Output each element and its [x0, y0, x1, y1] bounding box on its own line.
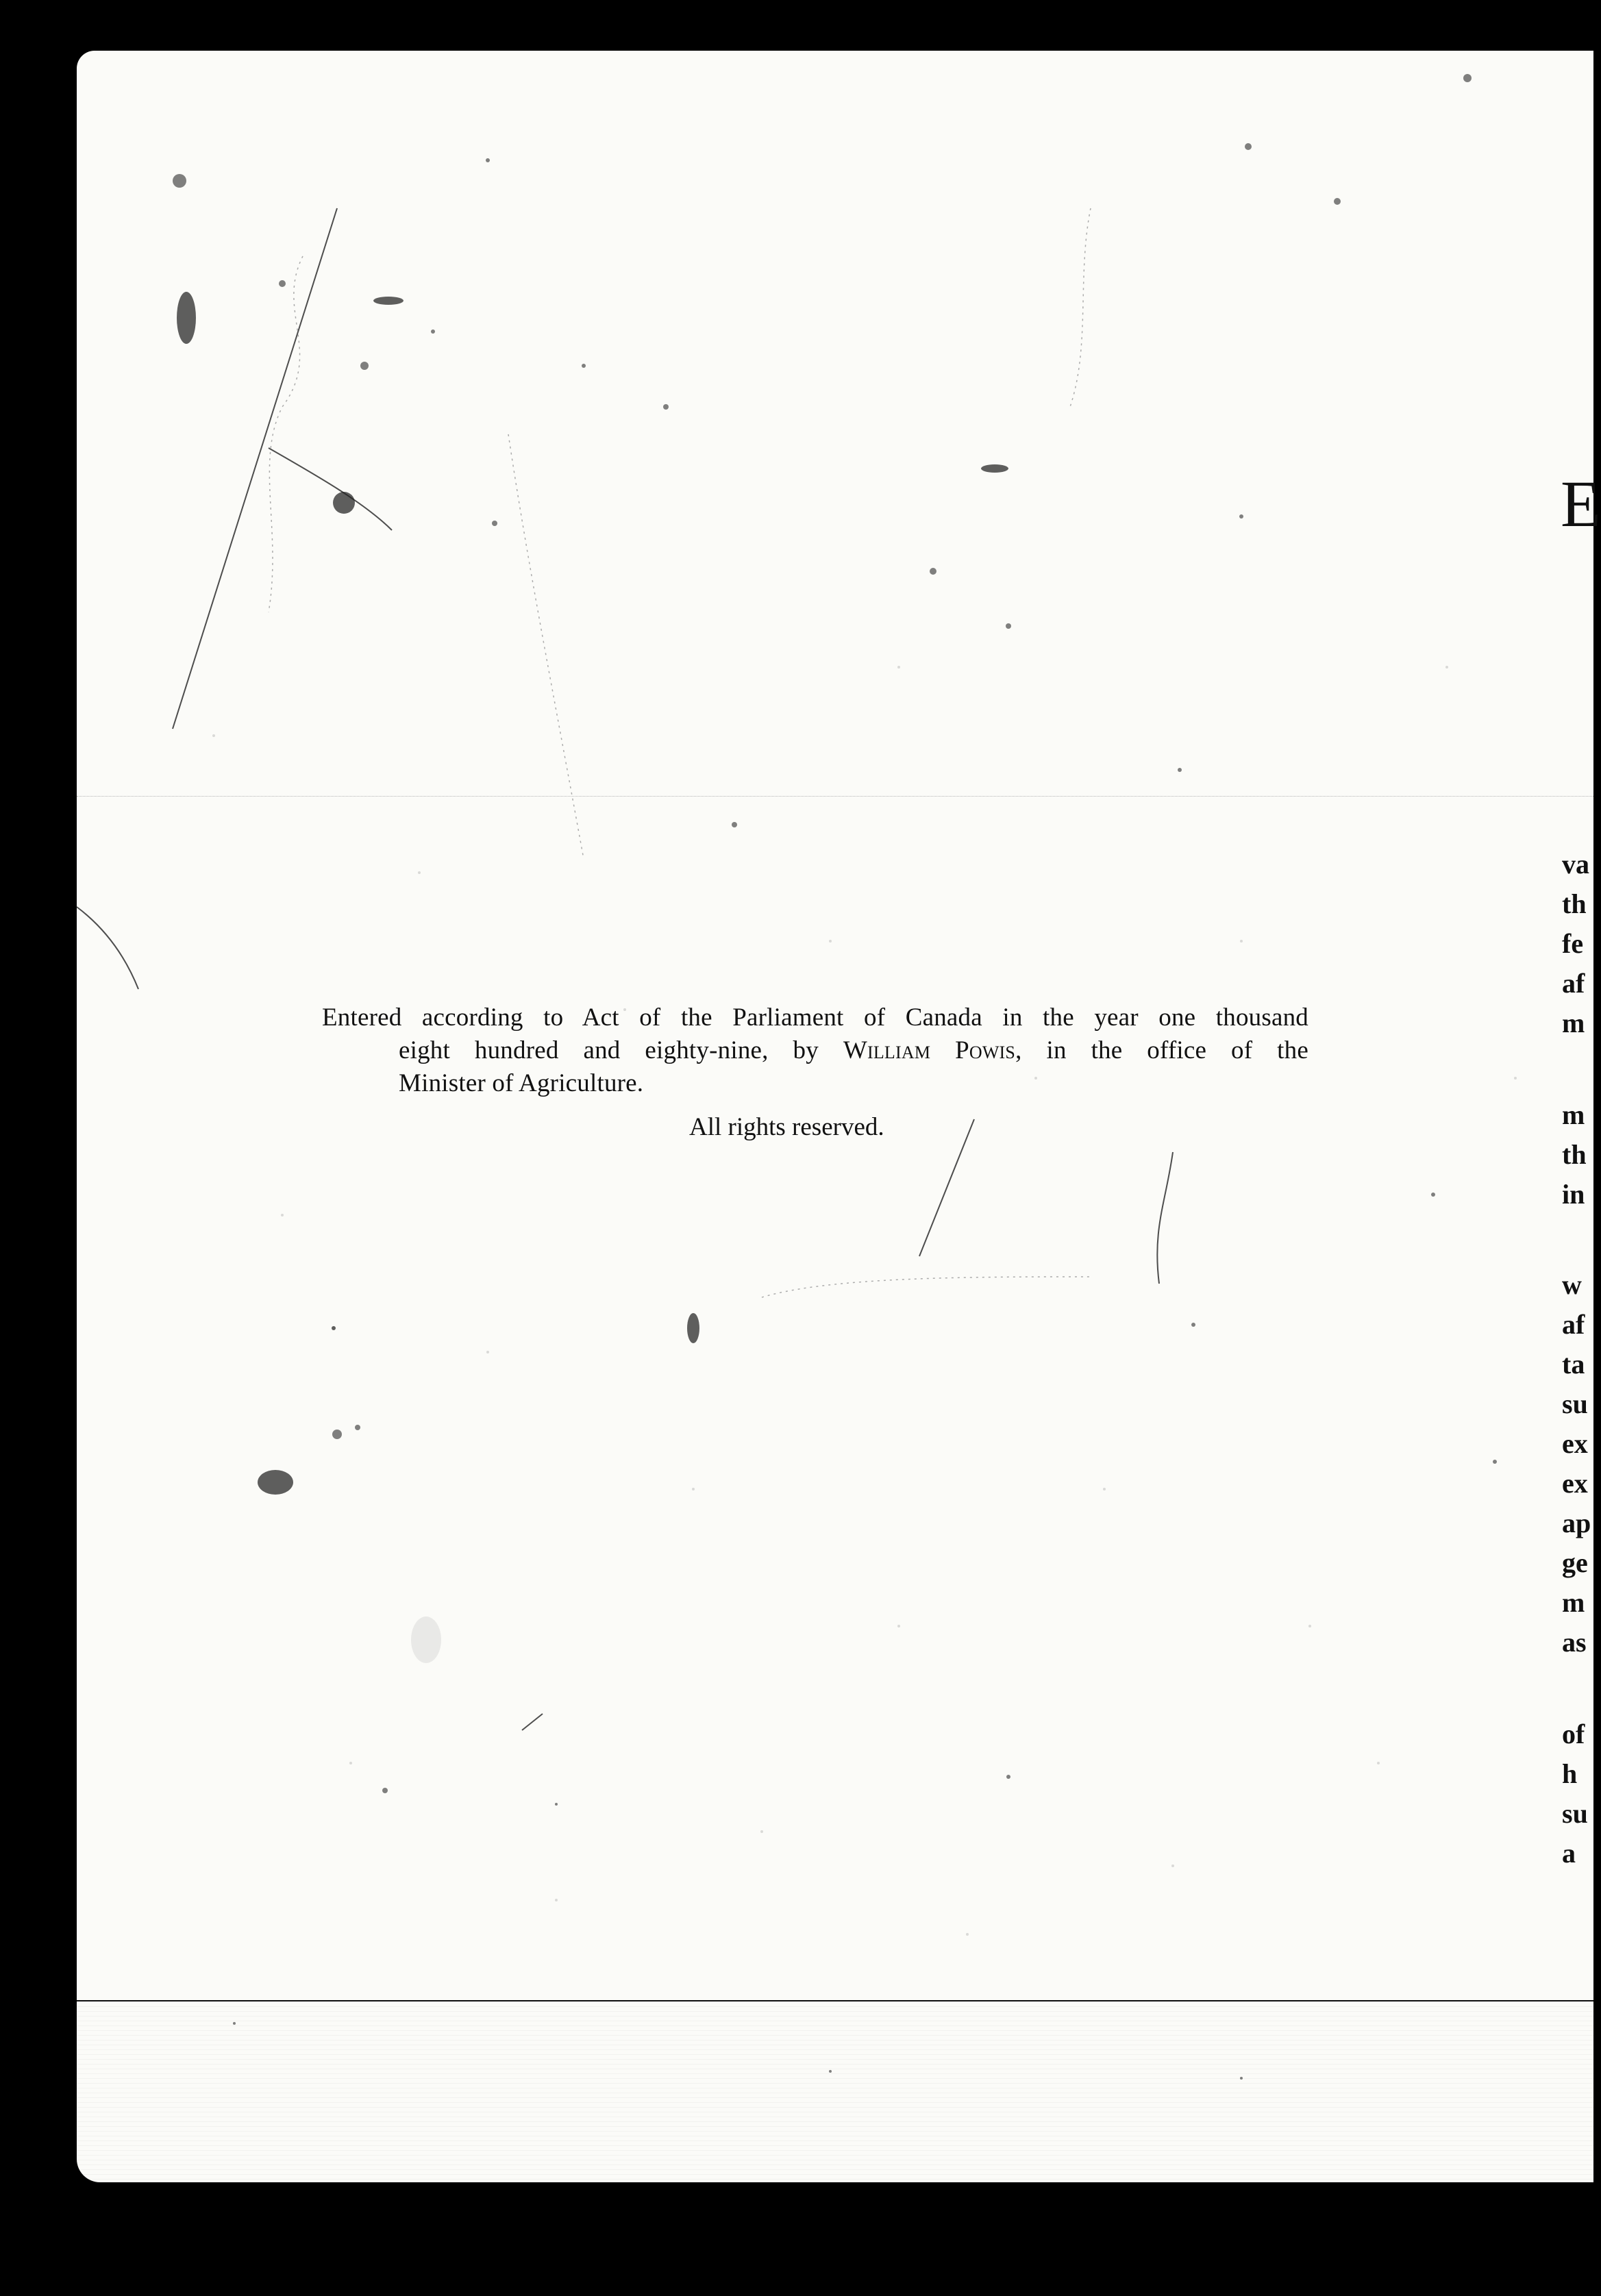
facing-page-fragment: th: [1562, 888, 1587, 919]
facing-page-fragment: ex: [1562, 1428, 1588, 1459]
facing-page-fragment: su: [1562, 1798, 1588, 1829]
facing-page-fragment: ex: [1562, 1468, 1588, 1499]
author-name: William Powis: [843, 1036, 1016, 1064]
facing-page-fragment: fe: [1562, 928, 1584, 959]
facing-page-edge: [1556, 848, 1593, 1917]
paper-fold-line: [77, 796, 1593, 797]
facing-page-fragment: th: [1562, 1139, 1587, 1170]
facing-page-fragment: af: [1562, 968, 1585, 999]
facing-page-fragment: m: [1562, 1587, 1585, 1618]
facing-page-fragment: as: [1562, 1627, 1587, 1658]
copyright-line-3: Minister of Agriculture.: [399, 1069, 644, 1097]
facing-page-fragment: a: [1562, 1838, 1576, 1869]
facing-page-fragment: af: [1562, 1309, 1585, 1340]
facing-page-fragment: ge: [1562, 1547, 1588, 1578]
facing-page-fragment: va: [1562, 849, 1589, 879]
facing-page-fragment: ap: [1562, 1508, 1591, 1538]
copyright-line-2-end: , in the office of the: [1015, 1036, 1308, 1064]
facing-page-fragment: m: [1562, 1008, 1585, 1038]
copyright-line-1: Entered according to Act of the Parliament of Canada in the year one thousand: [322, 1003, 1308, 1032]
copyright-line-2: [322, 1034, 1308, 1067]
facing-page-fragment: w: [1562, 1269, 1582, 1300]
rights-statement: All rights reserved.: [689, 1113, 884, 1141]
facing-page-fragment: m: [1562, 1099, 1585, 1130]
facing-page-initial: E: [1561, 467, 1601, 540]
facing-page-fragment: in: [1562, 1179, 1585, 1210]
copyright-notice: [322, 1001, 1308, 1100]
copyright-line-2-start: eight hundred and eighty-nine, by: [399, 1036, 843, 1064]
facing-page-fragment: h: [1562, 1758, 1578, 1789]
facing-page-fragment: ta: [1562, 1349, 1585, 1380]
facing-page-fragment: of: [1562, 1719, 1585, 1749]
facing-page-fragment: su: [1562, 1388, 1588, 1419]
page-bottom-margin: [77, 2001, 1593, 2182]
